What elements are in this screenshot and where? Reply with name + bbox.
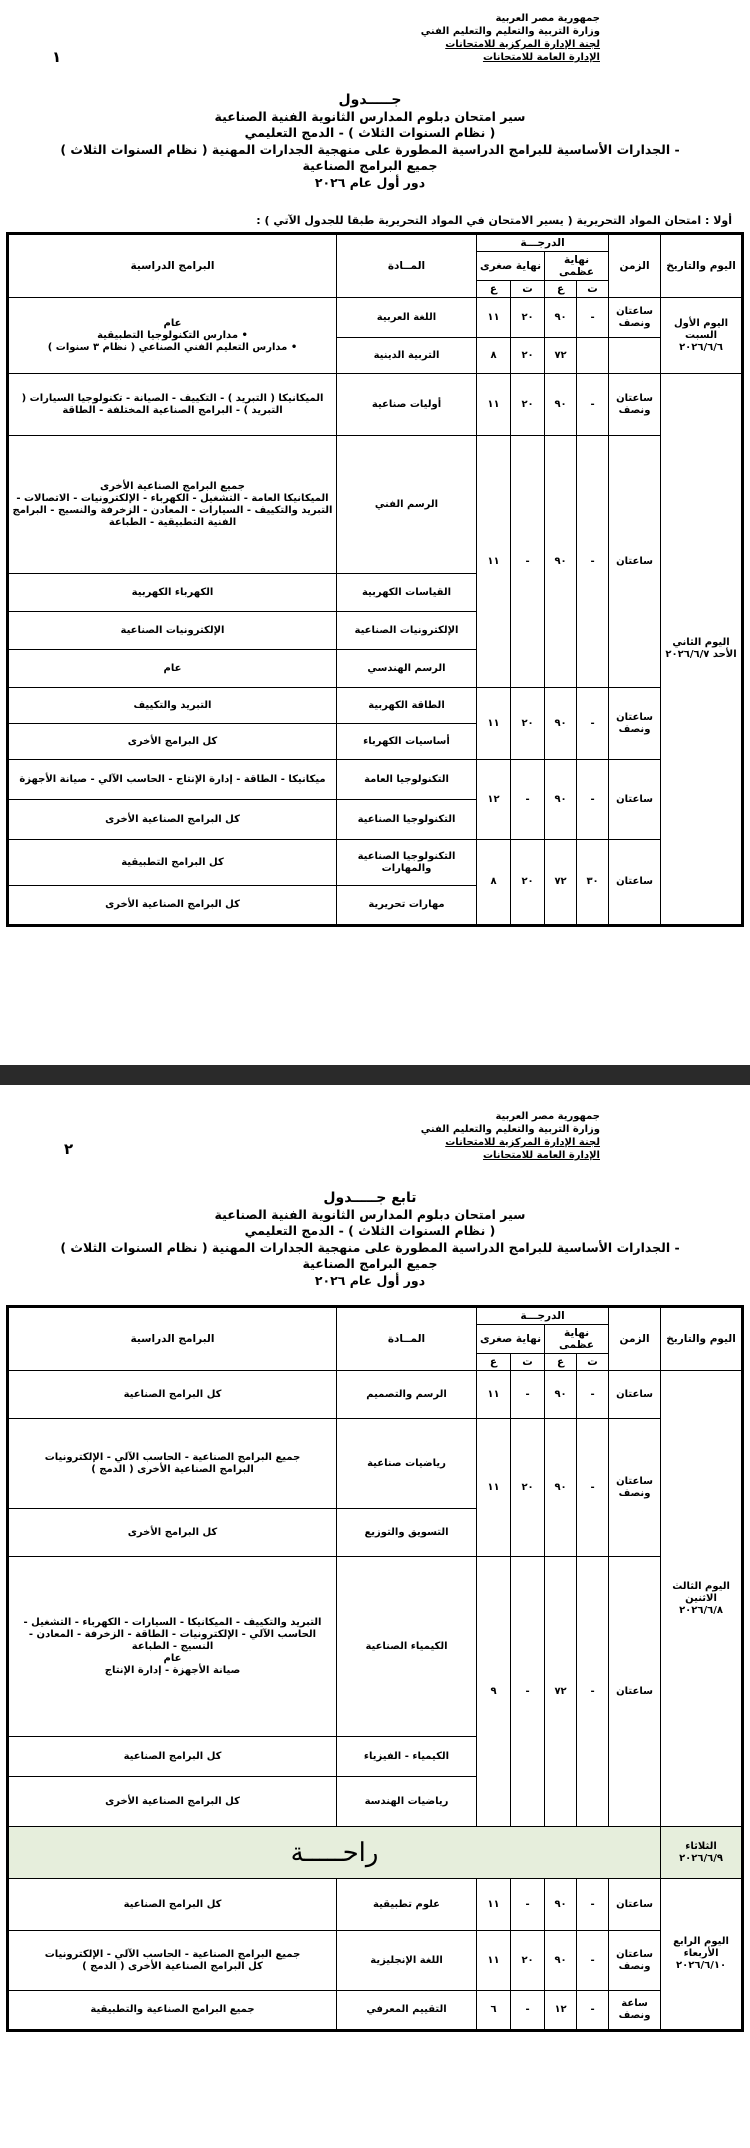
programs-cell: عام [8,650,337,688]
min-p-cell: ١١ [477,298,511,338]
min-w-cell: ٢٠ [511,1931,545,1991]
day-cell: اليوم الرابع الأربعاء ٢٠٢٦/٦/١٠ [661,1879,743,2031]
day-cell: اليوم الأول السبت ٢٠٢٦/٦/٦ [661,298,743,374]
page-separator [0,1065,750,1085]
max-p-cell: ٧٢ [545,840,577,926]
max-w-cell: - [577,374,609,436]
col-min-header: نهاية صغرى [477,1325,545,1354]
time-cell: ساعتان ونصف [609,298,661,338]
min-p-cell: ٨ [477,840,511,926]
header-line: لجنة الإدارة المركزية للامتحانات [445,1137,600,1148]
document-page-1 [0,0,750,1065]
material-cell: التكنولوجيا الصناعية [337,800,477,840]
programs-cell: كل البرامج الصناعية الأخرى [8,800,337,840]
max-w-cell: - [577,436,609,688]
material-cell: رياضيات صناعية [337,1419,477,1509]
max-w-cell: - [577,688,609,760]
title-line: جـــــدول [338,92,402,108]
time-cell: ساعتان [609,840,661,926]
material-cell: الكيمياء الصناعية [337,1557,477,1737]
material-cell: الطاقة الكهربية [337,688,477,724]
col-practical: ع [545,281,577,298]
min-p-cell: ١١ [477,1879,511,1931]
material-cell: الرسم الفني [337,436,477,574]
max-p-cell: ٩٠ [545,1371,577,1419]
document-titles [60,1190,680,1289]
material-cell: أساسيات الكهرباء [337,724,477,760]
title-line: دور أول عام ٢٠٢٦ [314,174,426,190]
ministry-header [421,1110,600,1162]
schedule-table-1 [6,232,744,927]
material-cell: التكنولوجيا العامة [337,760,477,800]
programs-cell: كل البرامج التطبيقية [8,840,337,886]
material-cell: اللغة الإنجليزية [337,1931,477,1991]
col-practical: ع [477,281,511,298]
col-written: ت [577,281,609,298]
programs-cell: الإلكترونيات الصناعية [8,612,337,650]
max-p-cell: ٩٠ [545,688,577,760]
programs-cell: جميع البرامج الصناعية الأخرى الميكانيكا العامة - التشغيل - الكهرباء - الإلكترونيات - الاتصالات - التبريد والتكييف - السيارات - المعادن - الزخرفة والنسيج - البرامج الفنية التطبيقية - الطباعة [8,436,337,574]
programs-cell: ميكانيكا - الطاقة - إدارة الإنتاج - الحاسب الآلي - صيانة الأجهزة [8,760,337,800]
time-cell: ساعة ونصف [609,1991,661,2031]
max-w-cell: - [577,760,609,840]
min-w-cell: - [511,760,545,840]
col-written: ت [511,281,545,298]
min-p-cell: ١١ [477,374,511,436]
max-w-cell: - [577,298,609,338]
col-programs-header: البرامج الدراسية [8,234,337,298]
max-w-cell: - [577,1991,609,2031]
title-line: سير امتحان دبلوم المدارس الثانوية الفنية الصناعية [214,1206,526,1222]
header-line: جمهورية مصر العربية [495,13,600,24]
max-p-cell: ٩٠ [545,1931,577,1991]
time-cell: ساعتان [609,1879,661,1931]
programs-cell: التبريد والتكييف - الميكانيكا - السيارات - الكهرباء - التشغيل - الحاسب الآلي - الإلكترونيات - الطاقة - الزخرفة - المعادن - النسيج - الطباعة عام صيانة الأجهزة - إدارة الإنتاج [8,1557,337,1737]
title-line: - الجدارات الأساسية للبرامج الدراسية المطورة على منهجية الجدارات المهنية ( نظام السنوات الثلاث ) [60,1239,680,1255]
programs-cell: الكهرباء الكهربية [8,574,337,612]
note-text: أولا : امتحان المواد التحريرية ( يسير الامتحان في المواد التحريرية طبقا للجدول الآتي ) : [256,214,732,227]
col-day-header: اليوم والتاريخ [661,234,743,298]
material-cell: التقييم المعرفي [337,1991,477,2031]
programs-cell: كل البرامج الصناعية الأخرى [8,886,337,926]
col-max-header: نهاية عظمى [545,1325,609,1354]
title-line: - الجدارات الأساسية للبرامج الدراسية المطورة على منهجية الجدارات المهنية ( نظام السنوات الثلاث ) [60,141,680,157]
min-p-cell: ٦ [477,1991,511,2031]
material-cell: مهارات تحريرية [337,886,477,926]
min-w-cell: - [511,436,545,688]
ministry-header [421,12,600,64]
min-w-cell: - [511,1879,545,1931]
max-p-cell: ٩٠ [545,1419,577,1557]
min-p-cell: ١١ [477,1419,511,1557]
title-line: جميع البرامج الصناعية [302,158,438,173]
min-p-cell: ١١ [477,436,511,688]
programs-cell: جميع البرامج الصناعية - الحاسب الآلي - الإلكترونيات البرامج الصناعية الأخرى ( الدمج ) [8,1419,337,1509]
rest-day-cell: الثلاثاء ٢٠٢٦/٦/٩ [661,1827,743,1879]
programs-cell: جميع البرامج الصناعية والتطبيقية [8,1991,337,2031]
col-time-header: الزمن [609,1307,661,1371]
material-cell: التكنولوجيا الصناعية والمهارات [337,840,477,886]
material-cell: الرسم والتصميم [337,1371,477,1419]
col-written: ت [511,1354,545,1371]
document-page-2 [0,1085,750,2148]
programs-cell: الميكانيكا ( التبريد ) - التكييف - الصيانة - تكنولوجيا السيارات ( التبريد ) - البرامج الصناعية المختلفة - الطاقة [8,374,337,436]
time-cell [609,338,661,374]
max-w-cell: - [577,1557,609,1827]
time-cell: ساعتان ونصف [609,1931,661,1991]
col-practical: ع [477,1354,511,1371]
col-material-header: المــادة [337,234,477,298]
programs-cell: عام • مدارس التكنولوجيا التطبيقية • مدارس التعليم الفني الصناعي ( نظام ٣ سنوات ) [8,298,337,374]
material-cell: القياسات الكهربية [337,574,477,612]
page-number: ٢ [64,1140,74,1158]
material-cell: التسويق والتوزيع [337,1509,477,1557]
title-line: تابع جـــــدول [323,1190,417,1206]
header-line: لجنة الإدارة المركزية للامتحانات [445,39,600,50]
material-cell: الكيمياء - الفيزياء [337,1737,477,1777]
min-p-cell: ١١ [477,1931,511,1991]
day-cell: اليوم الثالث الاثنين ٢٠٢٦/٦/٨ [661,1371,743,1827]
header-line: الإدارة العامة للامتحانات [482,52,600,63]
time-cell: ساعتان ونصف [609,688,661,760]
programs-cell: كل البرامج الصناعية [8,1371,337,1419]
min-w-cell: ٢٠ [511,1419,545,1557]
document-titles [60,92,680,191]
min-w-cell: - [511,1991,545,2031]
time-cell: ساعتان [609,760,661,840]
max-p-cell: ٩٠ [545,374,577,436]
title-line: دور أول عام ٢٠٢٦ [314,1272,426,1288]
col-written: ت [577,1354,609,1371]
col-practical: ع [545,1354,577,1371]
max-w-cell [577,338,609,374]
min-p-cell: ١١ [477,688,511,760]
programs-cell: جميع البرامج الصناعية - الحاسب الآلي - الإلكترونيات كل البرامج الصناعية الأخرى ( الدمج ) [8,1931,337,1991]
header-line: الإدارة العامة للامتحانات [482,1150,600,1161]
min-p-cell: ١١ [477,1371,511,1419]
programs-cell: كل البرامج الصناعية [8,1879,337,1931]
min-w-cell: ٢٠ [511,688,545,760]
max-p-cell: ٩٠ [545,436,577,688]
title-line: ( نظام السنوات الثلاث ) - الدمج التعليمي [244,125,496,140]
title-line: سير امتحان دبلوم المدارس الثانوية الفنية الصناعية [214,108,526,124]
page-number: ١ [52,48,62,66]
material-cell: الإلكترونيات الصناعية [337,612,477,650]
time-cell: ساعتان [609,436,661,688]
programs-cell: كل البرامج الصناعية الأخرى [8,1777,337,1827]
time-cell: ساعتان ونصف [609,1419,661,1557]
min-w-cell: ٢٠ [511,298,545,338]
material-cell: رياضيات الهندسة [337,1777,477,1827]
min-p-cell: ٨ [477,338,511,374]
max-p-cell: ٧٢ [545,338,577,374]
col-min-header: نهاية صغرى [477,252,545,281]
col-max-header: نهاية عظمى [545,252,609,281]
max-w-cell: - [577,1419,609,1557]
max-w-cell: - [577,1879,609,1931]
min-w-cell: - [511,1557,545,1827]
programs-cell: التبريد والتكييف [8,688,337,724]
max-p-cell: ٩٠ [545,1879,577,1931]
max-p-cell: ١٢ [545,1991,577,2031]
col-material-header: المــادة [337,1307,477,1371]
time-cell: ساعتان [609,1557,661,1827]
col-degree-header: الدرجـــة [477,234,609,252]
max-p-cell: ٩٠ [545,298,577,338]
title-line: ( نظام السنوات الثلاث ) - الدمج التعليمي [244,1223,496,1238]
material-cell: الرسم الهندسي [337,650,477,688]
header-line: جمهورية مصر العربية [495,1111,600,1122]
min-w-cell: ٢٠ [511,840,545,926]
day-cell: اليوم الثاني الأحد ٢٠٢٦/٦/٧ [661,374,743,926]
header-line: وزارة التربية والتعليم والتعليم الفني [420,1124,600,1135]
header-line: وزارة التربية والتعليم والتعليم الفني [420,26,600,37]
time-cell: ساعتان ونصف [609,374,661,436]
max-w-cell: - [577,1371,609,1419]
programs-cell: كل البرامج الأخرى [8,1509,337,1557]
programs-cell: كل البرامج الأخرى [8,724,337,760]
rest-label: راحـــــة [8,1827,661,1879]
col-degree-header: الدرجـــة [477,1307,609,1325]
col-time-header: الزمن [609,234,661,298]
schedule-table-2 [6,1305,744,2032]
material-cell: اللغة العربية [337,298,477,338]
max-w-cell: - [577,1931,609,1991]
max-w-cell: ٣٠ [577,840,609,926]
min-w-cell: - [511,1371,545,1419]
max-p-cell: ٩٠ [545,760,577,840]
min-w-cell: ٢٠ [511,338,545,374]
material-cell: التربية الدينية [337,338,477,374]
material-cell: أوليات صناعية [337,374,477,436]
col-programs-header: البرامج الدراسية [8,1307,337,1371]
material-cell: علوم تطبيقية [337,1879,477,1931]
title-line: جميع البرامج الصناعية [302,1256,438,1271]
min-w-cell: ٢٠ [511,374,545,436]
max-p-cell: ٧٢ [545,1557,577,1827]
time-cell: ساعتان [609,1371,661,1419]
programs-cell: كل البرامج الصناعية [8,1737,337,1777]
min-p-cell: ٩ [477,1557,511,1827]
min-p-cell: ١٢ [477,760,511,840]
col-day-header: اليوم والتاريخ [661,1307,743,1371]
